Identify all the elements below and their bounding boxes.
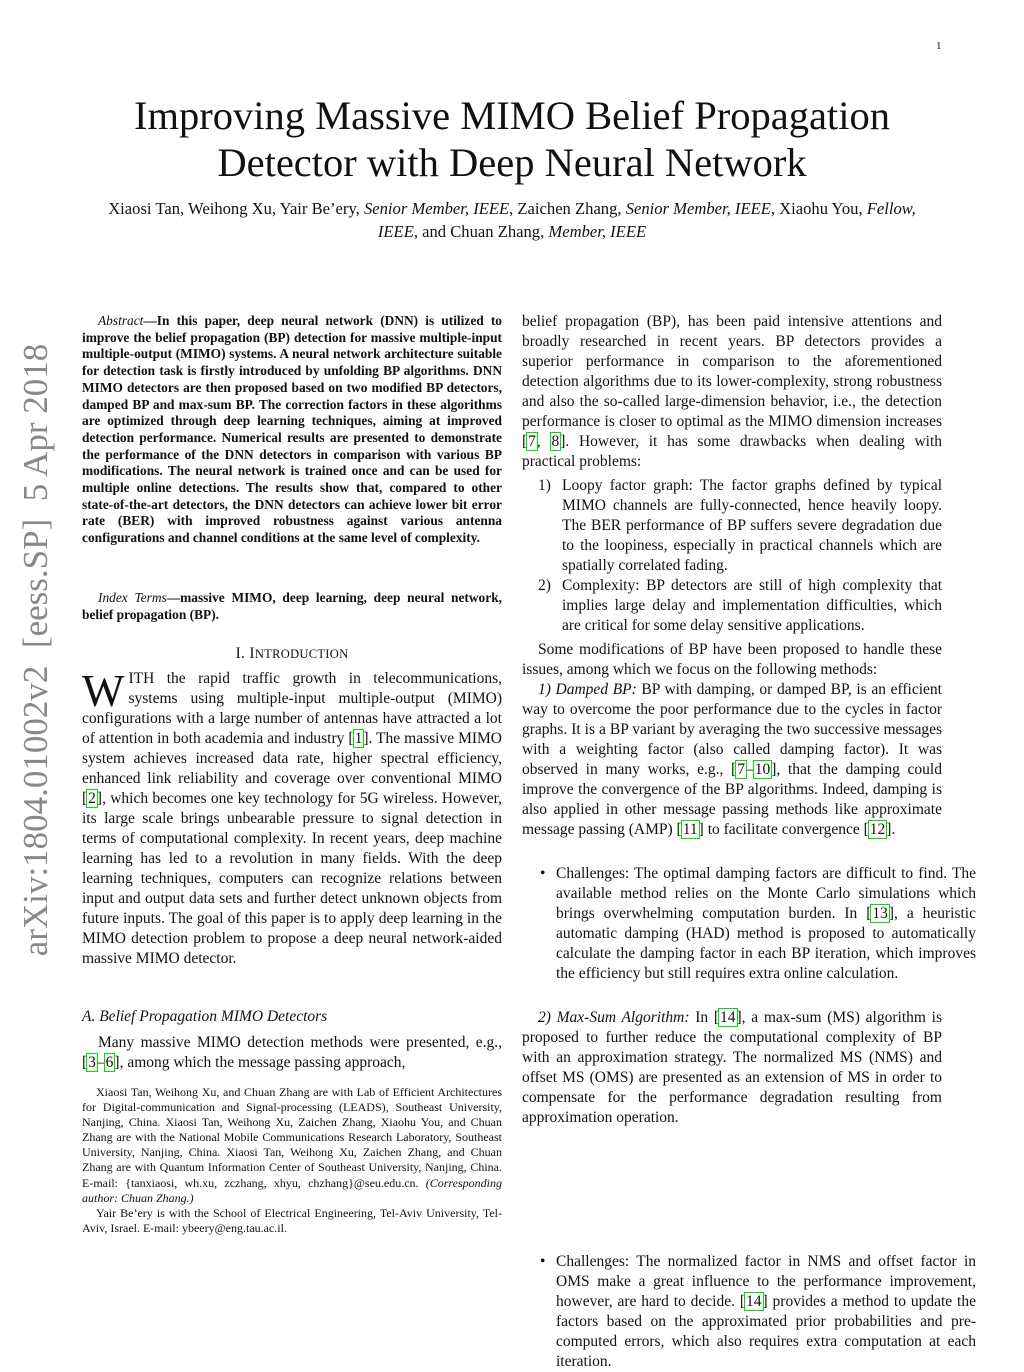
italic-text: Fellow, IEEE (377, 199, 916, 241)
bullet-item (522, 864, 976, 984)
text-run: [ (82, 790, 88, 807)
title-line: Detector with Deep Neural Network (217, 140, 807, 185)
text-run: ], a heuristic automatic damping (HAD) method is proposed to automatically calculate the damping factor in each BP iteration, which improves the efficiency but still requires extra online calculation. (556, 905, 976, 982)
citation-link[interactable]: 2 (88, 790, 96, 807)
arxiv-stamp: arXiv:1804.01002v2 [eess.SP] 5 Apr 2018 (16, 343, 55, 957)
intro-text (82, 666, 502, 967)
author-list (90, 197, 934, 243)
citation-link[interactable]: 7 (737, 761, 745, 778)
citation-link[interactable]: 10 (754, 761, 771, 778)
footnote (82, 1206, 502, 1236)
italic-text: 1) Damped BP: (538, 681, 637, 698)
bullet-text (556, 865, 976, 982)
text-run: Xiaosi Tan, Weihong Xu, Yair Be’ery, (108, 199, 364, 218)
drop-cap: W (82, 666, 125, 716)
citation-link[interactable]: 13 (872, 905, 888, 922)
italic-text: Senior Member, IEEE (625, 199, 771, 218)
paragraph-damped-bp (522, 680, 942, 840)
text-run: ] provides a method to update the factors based on the approximated prior probabilities and pre-computed errors, which also requires extra computation at each iteration. (556, 1293, 976, 1370)
list-item (522, 576, 942, 636)
list-text (562, 577, 942, 634)
numbered-list (522, 476, 942, 636)
text-run: ], which becomes one key technology for 5G wireless. However, its large scale brings unbearable pressure to signal detection in terms of computational complexity. In recent years, deep machine learning has led to a revolution in many fields. With the deep learning techniques, computers can recognize relations between input and output data sets and further detect unknown objects from future inputs. The goal of this paper is to apply deep learning in the MIMO detection problem to propose a deep neural network-aided massive MIMO detector. (82, 790, 502, 967)
text-run: ]. However, it has some drawbacks when dealing with practical problems: (522, 433, 942, 470)
bullet-icon: • (540, 865, 546, 882)
section-heading-introduction (82, 645, 502, 663)
bullet-icon: • (540, 1253, 546, 1270)
text-run: Challenges: The normalized factor in NMS and offset factor in OMS make a great influence to the performance improvement, however, are hard to decide. [ (556, 1253, 976, 1310)
text-run: – (745, 761, 754, 778)
italic-text: Senior Member, IEEE (363, 199, 510, 218)
italic-text: Member, IEEE (548, 222, 647, 241)
index-terms-label: Index Terms (98, 590, 167, 605)
text-run: ITH the rapid traffic growth in telecommunications, systems using multiple-input multiple-output (MIMO) configurations with a large number of antennas have attracted a lot of attention in both academia and industry (82, 670, 502, 747)
text-run: Xiaosi Tan, Weihong Xu, and Chuan Zhang are with Lab of Efficient Architectures for Digital-communication and Signal-processing (LEADS), Southeast University, Nanjing, China. Xiaosi Tan, Weihong Xu, Zaichen Zhang, Xiaohu You, and Chuan Zhang are with the National Mobile Communications Research Laboratory, Southeast University, Nanjing, China. Xiaosi Tan, Weihong Xu, Zaichen Zhang, and Chuan Zhang are with Quantum Information Center of Southeast University, Nanjing, China. E-mail: {tanxiaosi, wh.xu, zczhang, xhyu, chzhang}@seu.edu.cn. (82, 1085, 502, 1190)
text-run: Complexity: BP detectors are still of high complexity that implies large delay and implementation difficulties, which are critical for some delay sensitive applications. (562, 577, 942, 634)
index-terms (82, 590, 502, 623)
citation-link[interactable]: 12 (869, 821, 886, 838)
bullet-item (522, 1252, 976, 1372)
text-run: In [ (689, 1009, 719, 1026)
title-line: Improving Massive MIMO Belief Propagation (134, 93, 890, 138)
paragraph (522, 312, 942, 472)
text-run: BP with damping, or damped BP, is an efficient way to overcome the poor performance due to the cycles in factor graphs. It is a BP variant by averaging the two successive messages with a weighting factor (also called damping factor). It was observed in many works, e.g., [ (522, 681, 942, 778)
section-number: I. I (235, 645, 255, 662)
abstract-label: Abstract (98, 313, 144, 328)
abstract (82, 313, 502, 547)
citation-link[interactable]: 14 (720, 1009, 736, 1026)
italic-text: 2) Max-Sum Algorithm: (538, 1009, 690, 1026)
citation-link[interactable]: 1 (354, 730, 363, 747)
list-number: 1) (538, 477, 551, 494)
text-run: – (96, 1054, 105, 1071)
text-run: Some modifications of BP have been proposed to handle these issues, among which we focus on the following methods: (522, 641, 942, 678)
text-run: belief propagation (BP), has been paid intensive attentions and broadly researched in recent years. BP detectors provides a superior performance in comparison to the aforementioned detection algorithms due to its lower-complexity, strong robustness and also the so-called large-dimension behavior, i.e., the detection performance is closer to optimal as the MIMO dimension increases [ (522, 313, 942, 450)
text-run: ]. (886, 821, 896, 838)
text-run: ] to facilitate convergence [ (698, 821, 869, 838)
citation-link[interactable]: 11 (682, 821, 698, 838)
text-run: Challenges: The optimal damping factors are difficult to find. The available method relies on the Monte Carlo simulations which brings overwhelming computation burden. In [ (556, 865, 976, 922)
bullet-text (556, 1253, 976, 1370)
text-run: , and Chuan Zhang, (413, 222, 549, 241)
citation-link[interactable]: 7 (528, 433, 536, 450)
citation-link[interactable]: 14 (746, 1293, 762, 1310)
paragraph-max-sum (522, 1008, 942, 1128)
text-run: , Xiaohu You, (770, 199, 867, 218)
paper-title (0, 92, 1024, 186)
page-number: 1 (936, 40, 942, 52)
list-item (522, 476, 942, 576)
abstract-text: —In this paper, deep neural network (DNN) is utilized to improve the belief propagation (BP) detection for massive multiple-input multiple-output (MIMO) systems. A neural network architecture suitable for detection task is firstly introduced by unfolding BP algorithms. DNN MIMO detectors are then proposed based on two modified BP detectors, damped BP and max-sum BP. The correction factors in these algorithms are optimized through deep learning techniques, aiming at improved detection performance. Numerical results are presented to demonstrate the performance of the DNN detectors in comparison with various BP modifications. The neural network is trained once and can be used for multiple online detections. The results show that, compared to other state-of-the-art detectors, the DNN detectors can achieve lower bit error rate (BER) with improved robustness against various antenna configurations and channel conditions at the same level of complexity. (82, 313, 502, 546)
list-text (562, 477, 942, 574)
text-run: ], among which the message passing approach, (114, 1054, 406, 1071)
citation-link[interactable]: 3 (88, 1054, 96, 1071)
text-run: , (536, 433, 551, 450)
text-run: ], that the damping could improve the convergence of the BP algorithms. Indeed, damping is also applied in other message passing methods like approximate message passing (AMP) [ (522, 761, 942, 838)
footnotes (82, 1085, 502, 1236)
intro-paragraph (82, 666, 502, 969)
list-number: 2) (538, 577, 551, 594)
italic-text: (Corresponding author: Chuan Zhang.) (82, 1175, 502, 1205)
text-run: Yair Be’ery is with the School of Electrical Engineering, Tel-Aviv University, Tel-Aviv, Israel. E-mail: ybeery@eng.tau.ac.il. (82, 1205, 502, 1235)
text-run: Loopy factor graph: The factor graphs defined by typical MIMO channels are fully-connected, hence heavily loopy. The BER performance of BP suffers severe degradation due to the loopiness, especially in practical channels which are spatially correlated fading. (562, 477, 942, 574)
subsection-heading: A. Belief Propagation MIMO Detectors (82, 1008, 328, 1025)
footnote (82, 1085, 502, 1206)
paragraph (82, 1033, 502, 1073)
text-run: ], a max-sum (MS) algorithm is proposed to further reduce the computational complexity of BP with an approximation strategy. The normalized MS (NMS) and offset MS (OMS) are presented as an extension of MS in order to compensate for the performance degradation resulting from approximation operation. (522, 1009, 943, 1126)
text-run: ]. The massive MIMO system achieves increased data rate, higher spectral efficiency, enhanced link reliability and coverage over conventional MIMO (82, 730, 502, 787)
citation-link[interactable]: 8 (551, 433, 560, 450)
text-run: , Zaichen Zhang, (509, 199, 626, 218)
index-terms-text: —massive MIMO, deep learning, deep neural network, belief propagation (BP). (82, 590, 502, 622)
citation-link[interactable]: 6 (105, 1054, 114, 1071)
text-run: [ (348, 730, 354, 747)
text-run: Many massive MIMO detection methods were presented, e.g., [ (82, 1034, 502, 1071)
paragraph (522, 640, 942, 680)
section-title: NTRODUCTION (254, 647, 349, 661)
